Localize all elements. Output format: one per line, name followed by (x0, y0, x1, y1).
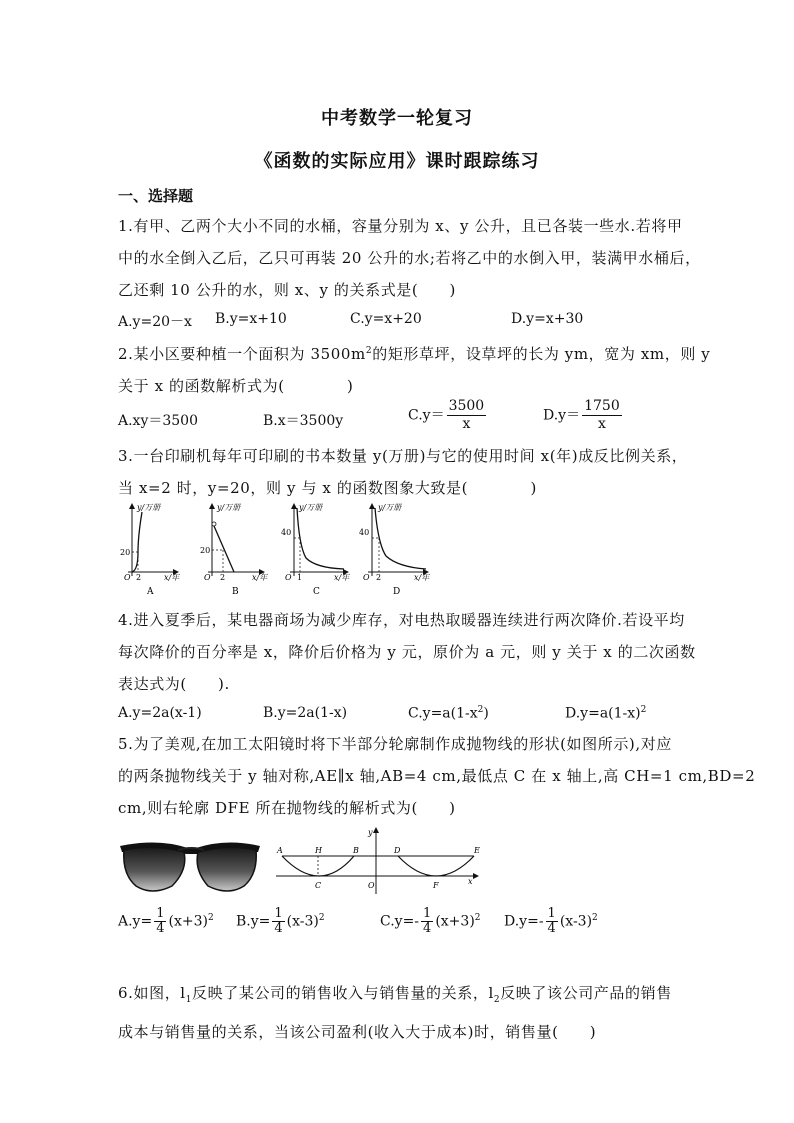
question-2-line-2: 关于 x 的函数解析式为( ) (118, 377, 354, 395)
option-c[interactable] (408, 398, 488, 433)
denominator: 4 (274, 921, 283, 936)
x-tick: 1 (297, 573, 303, 582)
axis-label: y (368, 828, 373, 837)
superscript: 2 (640, 705, 647, 715)
point-label: F (433, 881, 439, 890)
option-b[interactable]: B.y=x+10 (215, 311, 287, 327)
option-b[interactable] (236, 907, 325, 936)
curve (214, 526, 234, 572)
x-tick: 2 (220, 573, 226, 582)
question-6-line-1 (118, 977, 698, 1016)
question-2 (118, 335, 711, 402)
graph-label: D (393, 587, 401, 597)
option-text: (x-3) (286, 913, 319, 930)
fraction (421, 907, 433, 936)
question-2-text: 的矩形草坪，设草坪的长为 ym，宽为 xm，则 y (372, 345, 711, 363)
option-a[interactable]: A.y=2a(x-1) (118, 705, 202, 721)
question-4 (118, 604, 698, 700)
point-label: E (474, 846, 480, 855)
numerator: 1 (423, 906, 432, 921)
fraction (582, 398, 622, 433)
section-heading: 一、选择题 (118, 187, 194, 205)
numerator: 1 (547, 906, 556, 921)
option-d[interactable] (543, 398, 624, 433)
option-c[interactable] (408, 705, 489, 722)
superscript: 2 (207, 912, 214, 923)
option-c[interactable] (380, 907, 481, 936)
option-d[interactable] (565, 705, 646, 722)
option-text: A.y= (118, 913, 153, 930)
question-6-text: 6.如图，l (118, 984, 186, 1002)
point-label: C (315, 881, 322, 890)
question-1-line: 乙还剩 10 公升的水，则 x、y 的关系式是( ) (118, 281, 456, 299)
option-text: D.y＝ (543, 407, 581, 424)
subscript: 1 (185, 995, 193, 1005)
superscript: 2 (477, 705, 484, 715)
q3-graphs-figure (112, 500, 452, 600)
question-5-line: 5.为了美观,在加工太阳镜时将下半部分轮廓制作成抛物线的形状(如图所示),对应 (118, 735, 672, 753)
parabola-figure (272, 826, 484, 898)
point-label: B (353, 846, 359, 855)
curve (132, 512, 142, 572)
x-axis-label: x/年 (334, 573, 350, 582)
option-text: C.y＝ (408, 407, 445, 424)
option-a[interactable] (118, 907, 214, 936)
question-2-text: 2.某小区要种植一个面积为 3500m (118, 345, 366, 363)
denominator: x (597, 416, 606, 432)
question-3 (118, 440, 698, 504)
numerator: 1 (156, 906, 165, 921)
option-b[interactable]: B.x＝3500y (263, 413, 344, 429)
y-axis-label: y/万册 (217, 503, 241, 512)
superscript: 2 (318, 912, 325, 923)
question-1-line: 1.有甲、乙两个大小不同的水桶，容量分别为 x、y 公升，且已各装一些水.若将甲 (118, 217, 683, 235)
graph-b (200, 503, 268, 597)
origin-label: O (124, 573, 131, 582)
graph-label: A (147, 587, 154, 597)
denominator: x (462, 416, 471, 432)
graph-label: B (232, 587, 239, 597)
option-text: C.y=a(1-x (408, 705, 478, 722)
graph-a (120, 503, 180, 597)
question-1 (118, 210, 701, 306)
option-d[interactable]: D.y=x+30 (511, 311, 584, 327)
option-a[interactable]: A.xy＝3500 (118, 413, 198, 429)
option-text: C.y=- (380, 913, 420, 930)
x-axis-label: x/年 (414, 573, 430, 582)
question-3-line: 当 x=2 时，y=20，则 y 与 x 的函数图象大致是( ) (118, 479, 537, 497)
question-3-line: 3.一台印刷机每年可印刷的书本数量 y(万册)与它的使用时间 x(年)成反比例关系， (118, 447, 688, 465)
graph-label: C (313, 587, 320, 597)
option-text: B.y= (236, 913, 271, 930)
point-label: A (277, 846, 283, 855)
question-5-line: cm,则右轮廓 DFE 所在抛物线的解析式为( ) (118, 799, 456, 817)
curve (375, 508, 426, 569)
fraction (154, 907, 166, 936)
question-4-line: 表达式为( ). (118, 675, 230, 693)
superscript: 2 (592, 912, 598, 923)
fraction (272, 907, 284, 936)
subscript: 2 (493, 995, 501, 1005)
option-text: D.y=- (504, 913, 544, 930)
fraction (546, 907, 558, 936)
question-5 (118, 728, 756, 824)
page-title: 中考数学一轮复习 (321, 108, 473, 129)
question-5-line: 的两条抛物线关于 y 轴对称,AE∥x 轴,AB=4 cm,最低点 C 在 x 轴上,高 CH=1 cm,BD=2 (118, 767, 756, 785)
y-axis-label: y/万册 (299, 503, 323, 512)
y-tick: 20 (120, 548, 131, 557)
numerator: 3500 (448, 398, 485, 414)
option-text: ) (483, 705, 489, 722)
point-label: O (368, 881, 375, 890)
question-4-line: 4.进入夏季后，某电器商场为减少库存，对电热取暖器连续进行两次降价.若设平均 (118, 611, 685, 629)
y-tick: 40 (281, 528, 292, 537)
x-axis-label: x/年 (164, 573, 180, 582)
origin-label: O (363, 573, 370, 582)
question-6-text: 反映了该公司产品的销售 (500, 984, 672, 1002)
option-text: (x+3) (435, 913, 475, 930)
x-tick: 2 (136, 573, 142, 582)
denominator: 4 (547, 921, 556, 936)
origin-label: O (285, 573, 292, 582)
option-d[interactable] (504, 907, 598, 936)
question-2-line-1 (118, 335, 711, 370)
x-axis-label: x/年 (252, 573, 268, 582)
option-c[interactable]: C.y=x+20 (350, 311, 422, 327)
option-text: (x+3) (168, 913, 208, 930)
x-tick: 2 (376, 573, 382, 582)
superscript: 2 (365, 346, 373, 356)
origin-label: O (204, 573, 211, 582)
question-1-line: 中的水全倒入乙后，乙只可再装 20 公升的水;若将乙中的水倒入甲，装满甲水桶后， (118, 249, 701, 267)
point-label: D (394, 846, 401, 855)
option-text: D.y=a(1-x) (565, 705, 641, 722)
superscript: 2 (474, 912, 481, 923)
option-b[interactable]: B.y=2a(1-x) (263, 705, 348, 721)
question-6 (118, 977, 698, 1048)
y-axis-label: y/万册 (137, 503, 161, 512)
axis-label: x (468, 877, 473, 886)
curve (297, 508, 344, 569)
denominator: 4 (156, 921, 165, 936)
sunglasses-image (118, 836, 262, 898)
point-label: H (315, 846, 322, 855)
question-6-line-2: 成本与销售量的关系，当该公司盈利(收入大于成本)时，销售量( ) (118, 1023, 597, 1041)
y-tick: 20 (200, 546, 211, 555)
numerator: 1750 (584, 398, 620, 414)
page-subtitle: 《函数的实际应用》课时跟踪练习 (254, 151, 540, 172)
fraction (447, 398, 487, 433)
graph-d (359, 503, 430, 597)
option-a[interactable]: A.y=20－x (118, 314, 192, 330)
graph-c (281, 503, 350, 597)
question-6-text: 反映了某公司的销售收入与销售量的关系，l (192, 984, 494, 1002)
question-4-line: 每次降价的百分率是 x，降价后价格为 y 元，原价为 a 元，则 y 关于 x 的二次函数 (118, 643, 696, 661)
option-text: (x-3) (559, 913, 593, 930)
y-axis-label: y/万册 (378, 503, 402, 512)
denominator: 4 (423, 921, 432, 936)
numerator: 1 (274, 906, 283, 921)
y-tick: 40 (359, 528, 370, 537)
